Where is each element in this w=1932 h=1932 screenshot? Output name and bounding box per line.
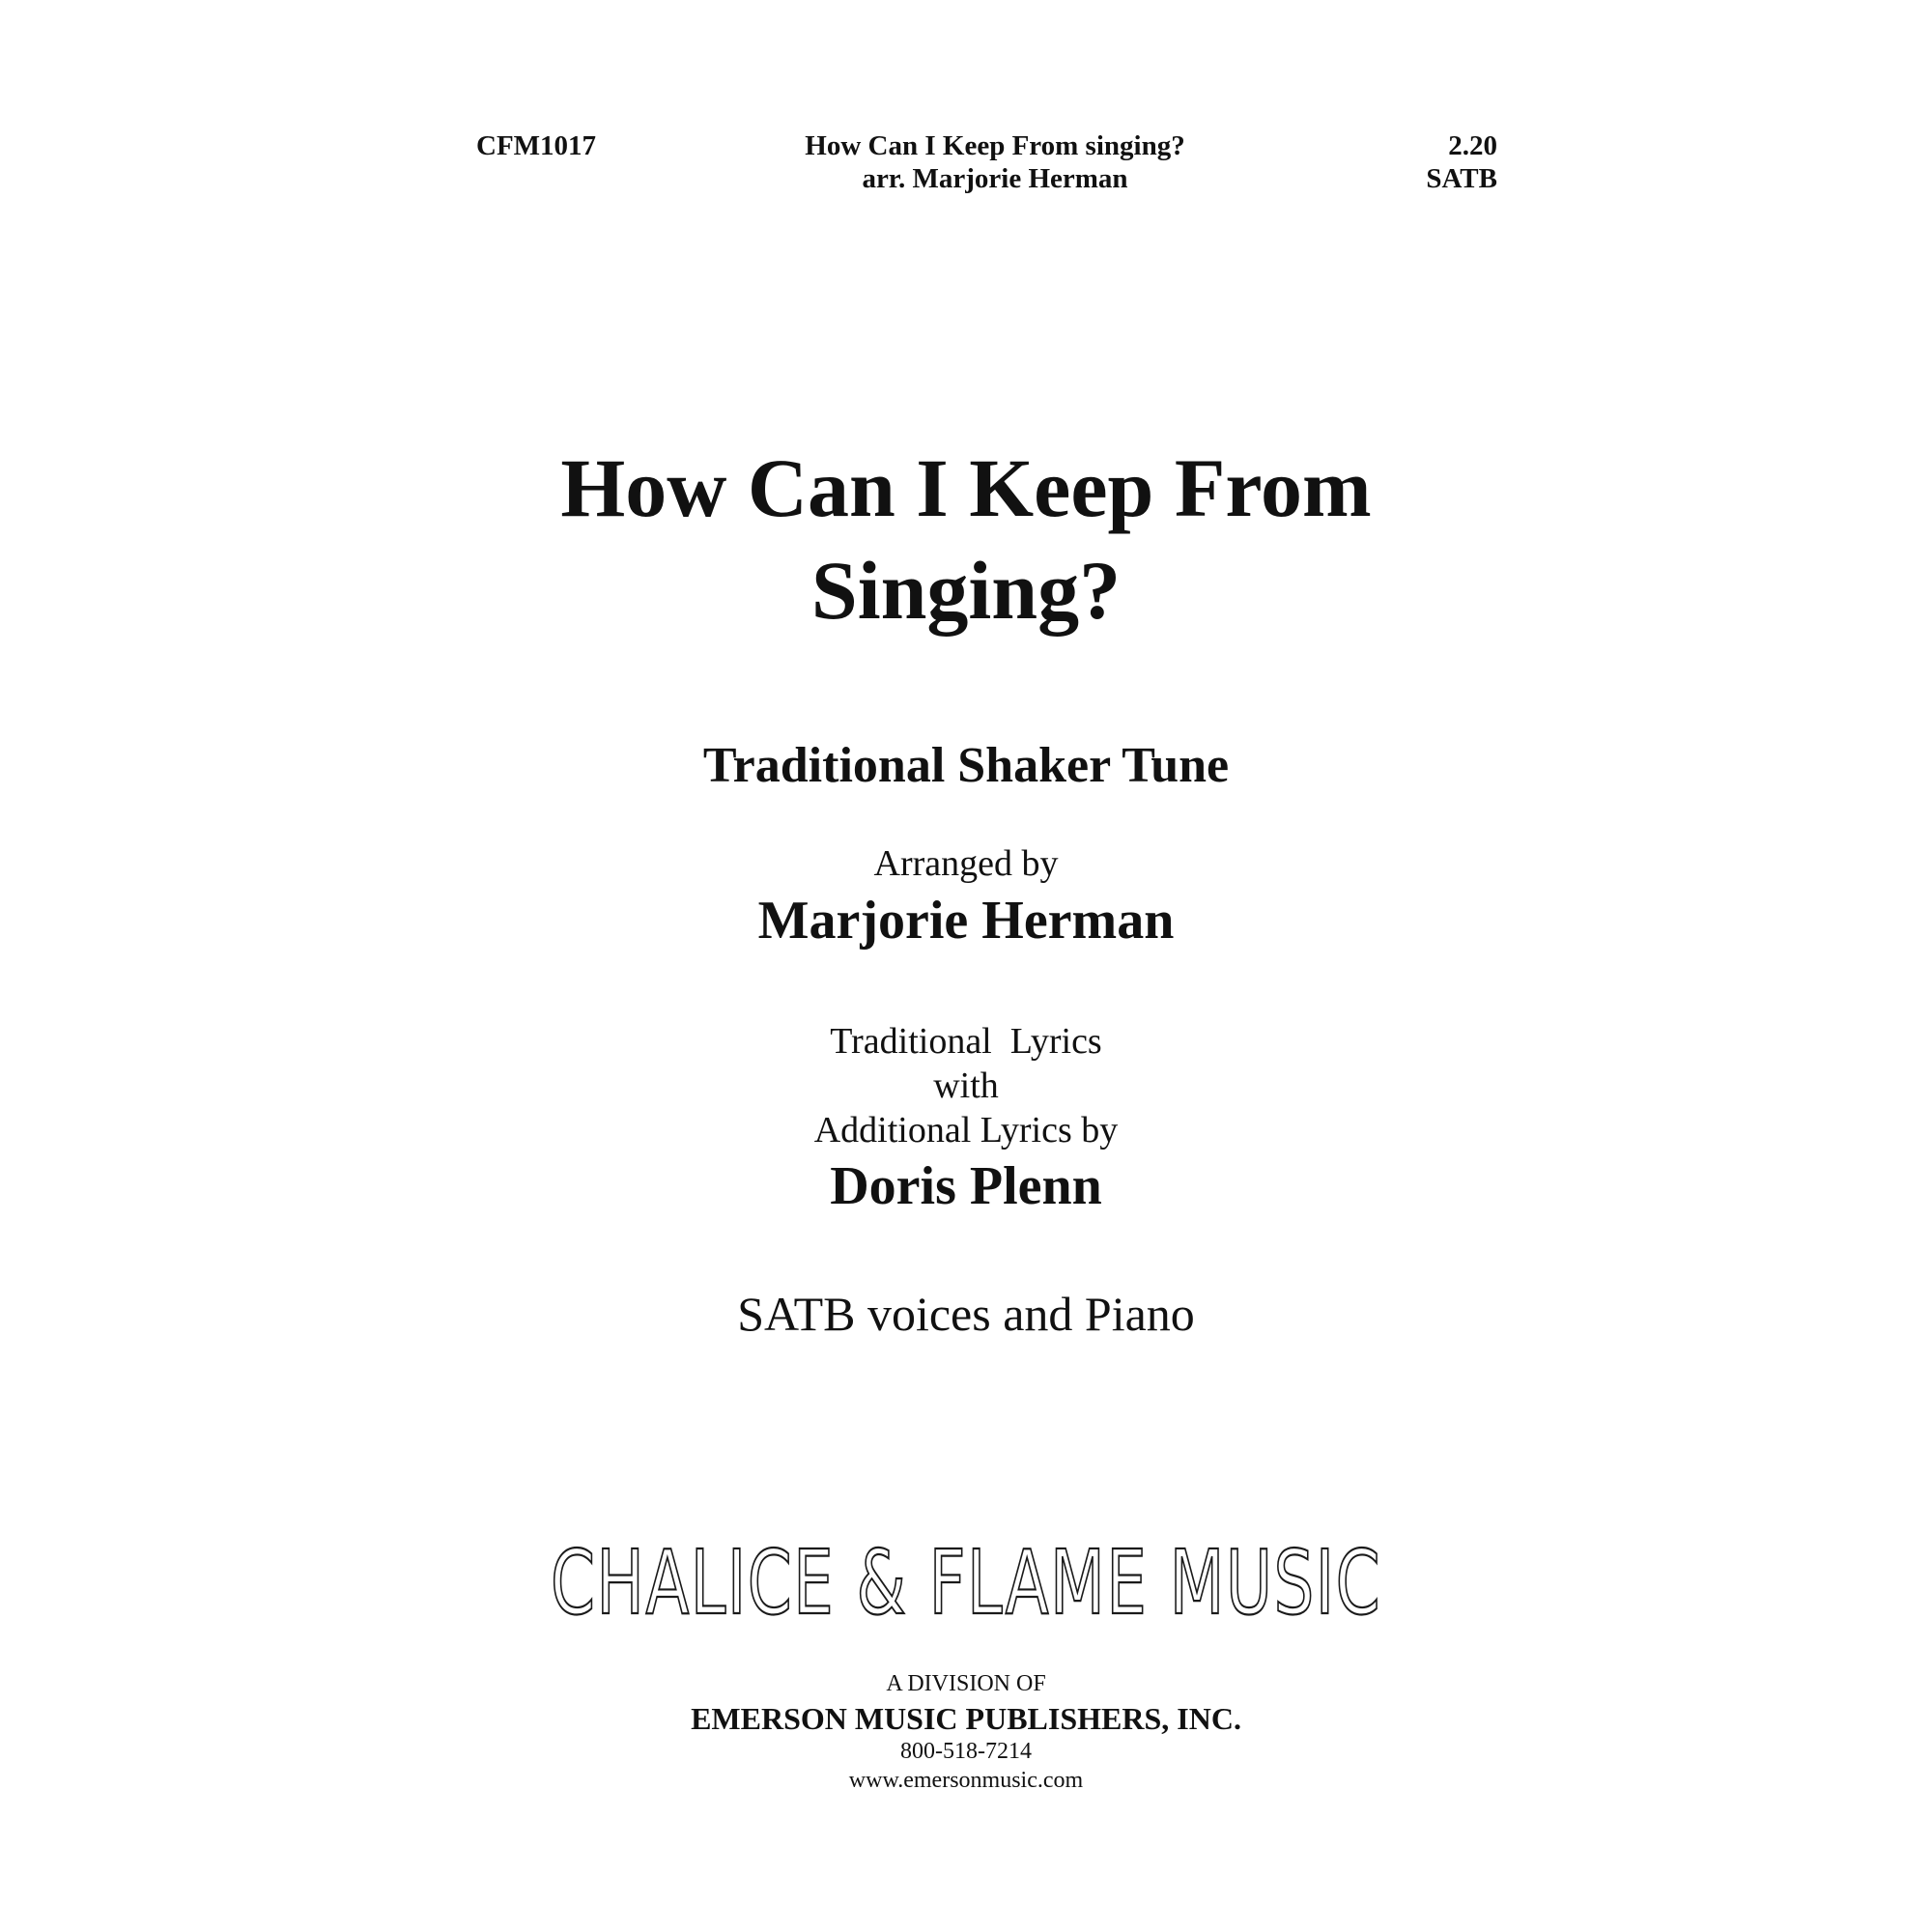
- publisher-logo: [0, 1531, 1932, 1634]
- chalice-flame-logo: [531, 1531, 1401, 1634]
- subtitle: Traditional Shaker Tune: [702, 738, 1230, 793]
- arranged-by-label: Arranged by: [873, 843, 1059, 884]
- publisher-phone: 800-518-7214: [900, 1739, 1032, 1764]
- arranger-name: Marjorie Herman: [757, 891, 1175, 951]
- division-label: A DIVISION OF: [886, 1671, 1046, 1696]
- header-arranger: arr. Marjorie Herman: [862, 163, 1128, 194]
- voices-label: SATB voices and Piano: [737, 1287, 1195, 1341]
- lyrics-line-1: Traditional Lyrics: [830, 1021, 1102, 1062]
- title-line-2: Singing?: [810, 544, 1122, 637]
- page-title: [0, 437, 1932, 641]
- header-title: How Can I Keep From singing?: [805, 130, 1185, 161]
- lyrics-line-3: Additional Lyrics by: [813, 1110, 1119, 1151]
- catalog-number: CFM1017: [476, 130, 597, 161]
- logo-lettering: CHALICE & FLAME MUSIC: [551, 1531, 1381, 1634]
- price: 2.20: [1448, 130, 1497, 161]
- title-line-1: How Can I Keep From: [560, 441, 1372, 534]
- lyrics-line-2: with: [933, 1065, 999, 1106]
- publisher-name: EMERSON MUSIC PUBLISHERS, INC.: [691, 1701, 1241, 1736]
- lyricist-name: Doris Plenn: [830, 1156, 1102, 1216]
- publisher-website: www.emersonmusic.com: [848, 1768, 1084, 1793]
- voicing: SATB: [1426, 163, 1497, 194]
